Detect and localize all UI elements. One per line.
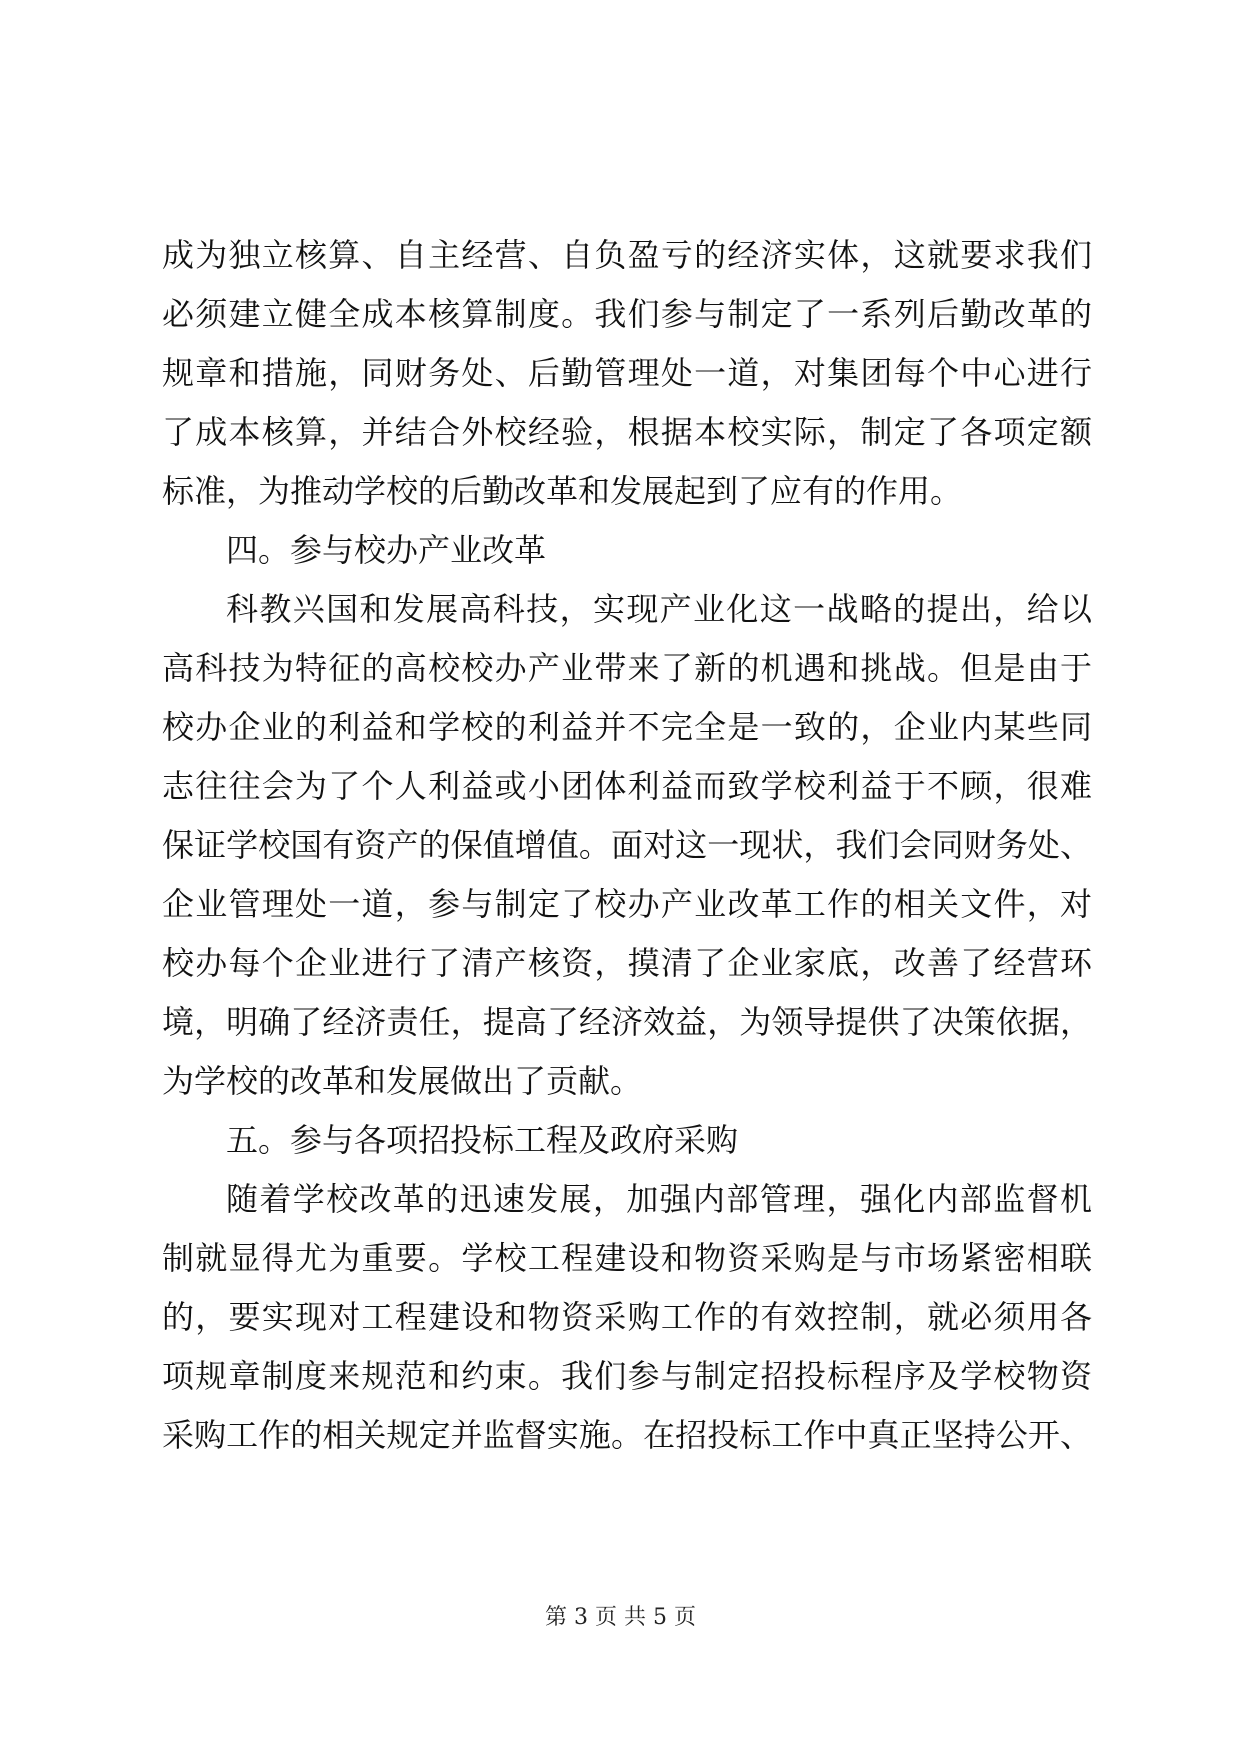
body-line: 随着学校改革的迅速发展，加强内部管理，强化内部监督机 xyxy=(226,1180,1092,1218)
body-line: 为学校的改革和发展做出了贡献。 xyxy=(162,1062,643,1100)
body-line: 成为独立核算、自主经营、自负盈亏的经济实体，这就要求我们 xyxy=(162,236,1092,274)
body-line: 项规章制度来规范和约束。我们参与制定招投标程序及学校物资 xyxy=(162,1357,1092,1395)
body-line: 标准，为推动学校的后勤改革和发展起到了应有的作用。 xyxy=(162,472,963,510)
body-line: 高科技为特征的高校校办产业带来了新的机遇和挑战。但是由于 xyxy=(162,649,1092,687)
section-heading: 五。参与各项招投标工程及政府采购 xyxy=(226,1121,739,1159)
body-line: 保证学校国有资产的保值增值。面对这一现状，我们会同财务处、 xyxy=(162,826,1092,864)
body-line: 校办企业的利益和学校的利益并不完全是一致的，企业内某些同 xyxy=(162,708,1092,746)
section-heading: 四。参与校办产业改革 xyxy=(226,531,547,569)
body-line: 科教兴国和发展高科技，实现产业化这一战略的提出，给以 xyxy=(226,590,1092,628)
body-line: 采购工作的相关规定并监督实施。在招投标工作中真正坚持公开、 xyxy=(162,1416,1092,1454)
body-line: 规章和措施，同财务处、后勤管理处一道，对集团每个中心进行 xyxy=(162,354,1092,392)
body-line: 必须建立健全成本核算制度。我们参与制定了一系列后勤改革的 xyxy=(162,295,1092,333)
body-line: 的，要实现对工程建设和物资采购工作的有效控制，就必须用各 xyxy=(162,1298,1092,1336)
body-line: 校办每个企业进行了清产核资，摸清了企业家底，改善了经营环 xyxy=(162,944,1092,982)
body-line: 志往往会为了个人利益或小团体利益而致学校利益于不顾，很难 xyxy=(162,767,1092,805)
body-line: 制就显得尤为重要。学校工程建设和物资采购是与市场紧密相联 xyxy=(162,1239,1092,1277)
page-number-footer: 第 3 页 共 5 页 xyxy=(545,1605,696,1630)
body-line: 境，明确了经济责任，提高了经济效益，为领导提供了决策依据， xyxy=(162,1003,1092,1041)
document-body xyxy=(162,226,1092,1465)
body-line: 企业管理处一道，参与制定了校办产业改革工作的相关文件，对 xyxy=(162,885,1092,923)
body-line: 了成本核算，并结合外校经验，根据本校实际，制定了各项定额 xyxy=(162,413,1092,451)
